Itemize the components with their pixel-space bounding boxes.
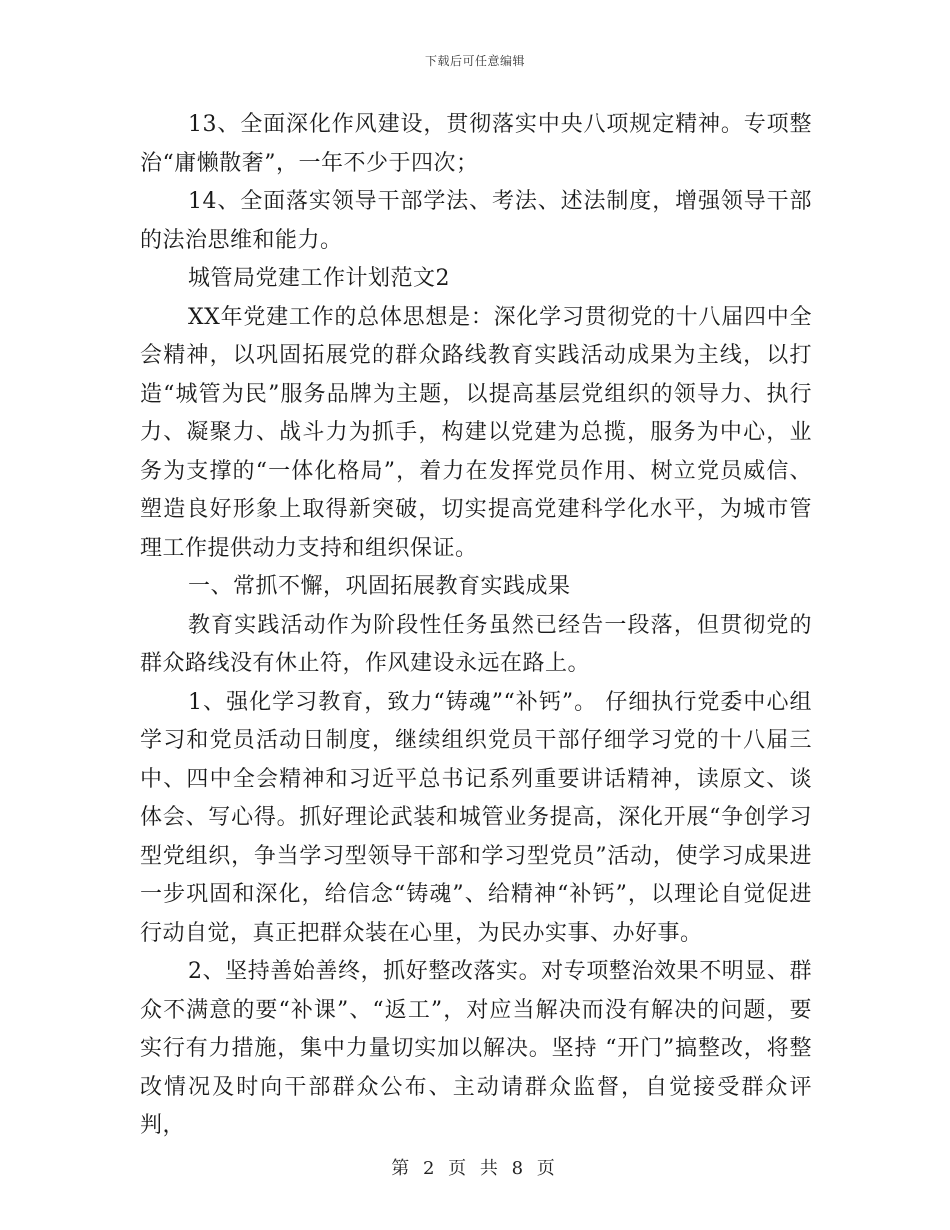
paragraph-overall-idea: XX年党建工作的总体思想是：深化学习贯彻党的十八届四中全会精神，以巩固拓展党的群众路线教育实践活动成果为主线，以打造“城管为民”服务品牌为主题，以提高基层党组织的领导力、执行力、凝聚力、战斗力为抓手，构建以党建为总揽，服务为中心，业务为支撑的“一体化格局”，着力在发挥党员作用、树立党员威信、塑造良好形象上取得新突破，切实提高党建科学化水平，为城市管理工作提供动力支持和组织保证。 [140, 304, 812, 561]
paragraph-item-14: 14、全面落实领导干部学法、考法、述法制度，增强领导干部的法治思维和能力。 [140, 189, 812, 253]
page-number: 第 2 页 共 8 页 [391, 1158, 559, 1179]
section-heading-1: 一、常抓不懈，巩固拓展教育实践成果 [188, 574, 571, 599]
section-title: 城管局党建工作计划范文2 [188, 266, 450, 291]
paragraph-point-2: 2、坚持善始善终，抓好整改落实。对专项整治效果不明显、群众不满意的要“补课”、“返工”，对应当解决而没有解决的问题，要实行有力措施，集中力量切实加以解决。坚持 “开门”搞整改，将整改情况及时向干部群众公布、主动请群众监督，自觉接受群众评判， [140, 959, 812, 1138]
document-body [140, 106, 812, 1146]
page-header: 下载后可任意编辑 [424, 54, 525, 68]
paragraph-point-1: 1、强化学习教育，致力“铸魂”“补钙”。 仔细执行党委中心组学习和党员活动日制度，继续组织党员干部仔细学习党的十八届三中、四中全会精神和习近平总书记系列重要讲话精神，读原文、谈体会、写心得。抓好理论武装和城管业务提高，深化开展“争创学习型党组织，争当学习型领导干部和学习型党员”活动，使学习成果进一步巩固和深化，给信念“铸魂”、给精神“补钙”，以理论自觉促进行动自觉，真正把群众装在心里，为民办实事、办好事。 [140, 689, 812, 946]
paragraph-intro: 教育实践活动作为阶段性任务虽然已经告一段落，但贯彻党的群众路线没有休止符，作风建设永远在路上。 [140, 612, 812, 676]
paragraph-item-13: 13、全面深化作风建设，贯彻落实中央八项规定精神。专项整治“庸懒散奢”，一年不少于四次； [140, 112, 812, 176]
